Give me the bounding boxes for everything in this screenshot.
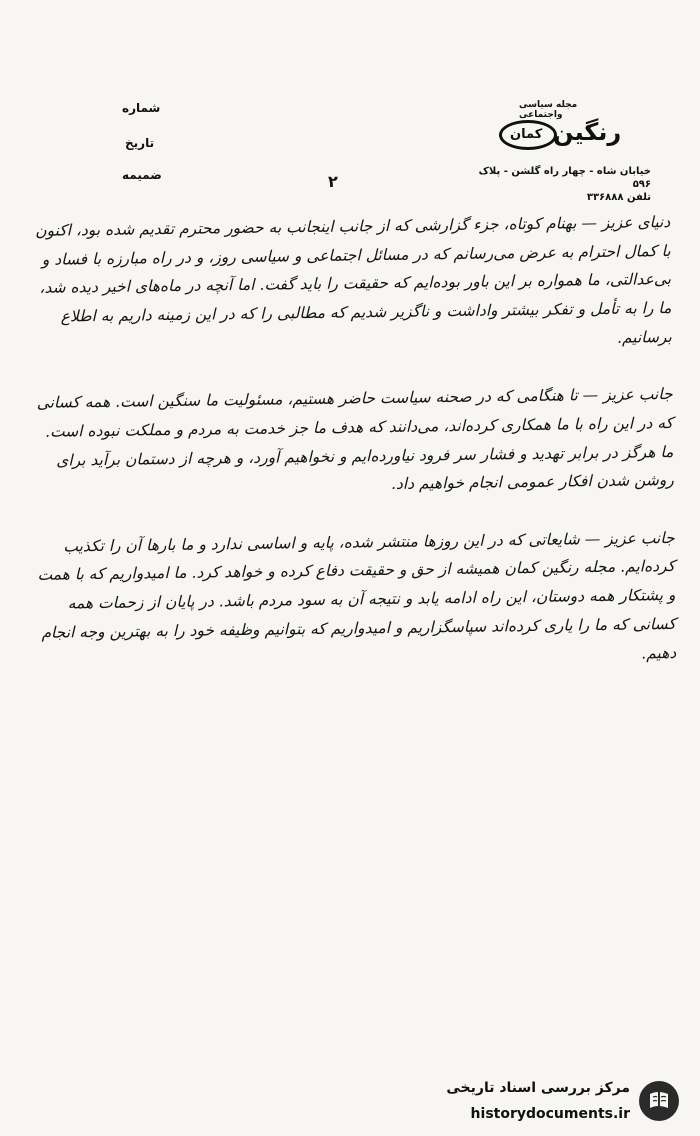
brand-mark [493,114,622,160]
attachment-label: ضمیمه [122,168,162,182]
document-seal-icon [636,1078,682,1124]
brand-oval-text: کمان [510,127,543,142]
brand-oval [499,120,557,150]
page-number: ۲ [328,172,338,191]
watermark [412,1076,688,1132]
watermark-site-name: مرکز بررسی اسناد تاریخی [446,1080,630,1096]
watermark-url: historydocuments.ir [470,1106,630,1122]
phone-line: تلفن ۳۳۶۸۸۸ [586,192,651,203]
letterhead-address [465,165,651,204]
handwritten-body: دنیای عزیز — بهنام کوتاه، جزء گزارشی که از جانب اینجانب به حضور محترم تقدیم شده بود، اکنون با کمال احترام به عرض می‌رسانم که در مسائل اجتماعی و سیاسی روز، و در راه مبارزه با فساد و بی‌عدالتی، ما همواره بر این باور بوده‌ایم که حقیقت را باید گفت. اما آنچه در ماه‌های اخیر دیده شد، ما را به تأمل و تفکر بیشتر واداشت و ناگزیر شدیم که مطالبی را که در این زمینه داریم به اطلاع برسانیم. جانب عزیز — تا هنگامی که در صحنه سیاست حاضر هستیم، مسئولیت ما سنگین است. همه کسانی که در این راه با ما همکاری کرده‌اند، می‌دانند که هدف ما جز خدمت به مردم و مملکت نبوده است. ما هرگز در برابر تهدید و فشار سر فرود نیاورده‌ایم و نخواهیم آورد، و هرچه از دستمان برآید برای روشن شدن افکار عمومی انجام خواهیم داد. جانب عزیز — شایعاتی که در این روزها منتشر شده، پایه و اساسی ندارد و ما بارها آن را تکذیب کرده‌ایم. مجله رنگین کمان همیشه از حق و حقیقت دفاع کرده و خواهد کرد. ما امیدواریم که با همت و پشتکار همه دوستان، این راه ادامه یابد و نتیجه آن به سود مردم باشد. در پایان از زحمات همه کسانی که ما را یاری کرده‌اند سپاسگزاریم و امیدواریم که بتوانیم وظیفه خود را به بهترین وجه انجام دهیم. [35,212,677,662]
letterhead-tagline: مجله سیاسی واجتماعی [519,100,578,120]
brand-name: رنگین [553,118,622,146]
address-line: خیابان شاه - چهار راه گلشن - پلاک ۵۹۶ [478,166,651,190]
date-label: تاریخ [125,136,155,150]
letterhead-logo [493,100,622,164]
number-label: شماره [122,101,161,115]
